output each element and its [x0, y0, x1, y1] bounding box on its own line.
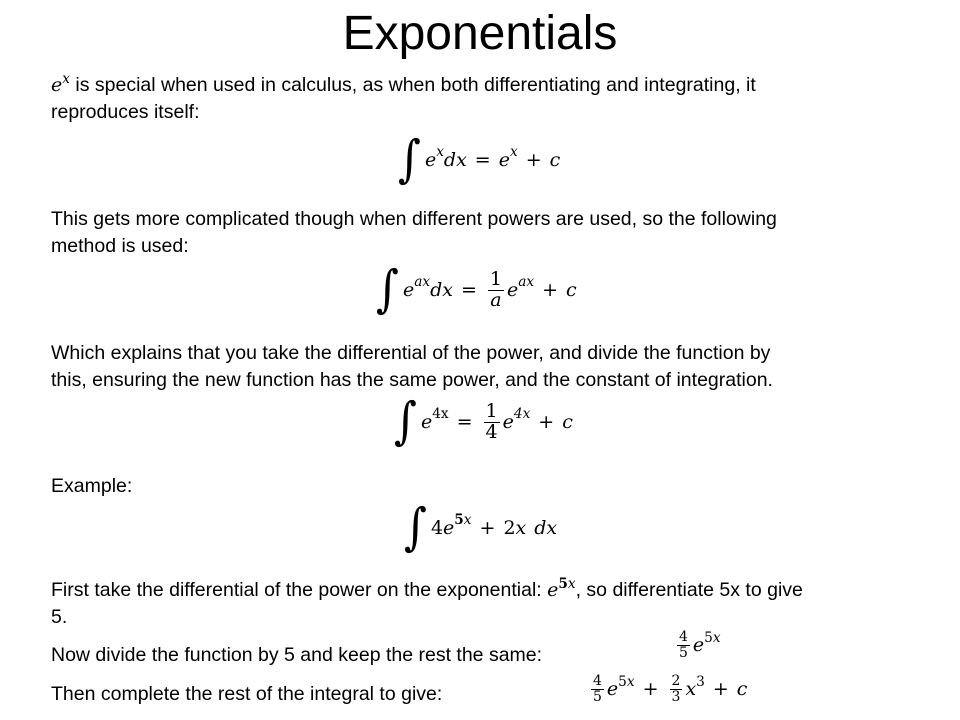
eq2-lhs-tail: dx — [430, 279, 453, 301]
eq3-lhs-base: e — [420, 411, 433, 433]
step-1-exp-num: 5 — [558, 576, 568, 593]
integral-sign: ∫ — [376, 260, 399, 319]
eq4-plus: + — [479, 517, 496, 539]
step-2-exp-var: x — [712, 629, 721, 646]
eq3-rhs-base: e — [502, 411, 514, 433]
eq1-plus: + — [525, 149, 542, 171]
method-paragraph — [51, 206, 931, 260]
equation-example-integral — [404, 498, 558, 557]
step-3-frac1-num: 4 — [593, 673, 602, 689]
step-3-exp-num: 5 — [618, 673, 627, 690]
eq3-constant: c — [562, 411, 573, 433]
explanation-text-2: this, ensuring the new function has the same power, and the constant of integration. — [51, 369, 773, 391]
eq2-equals: = — [460, 279, 477, 301]
step-1-exp-inline — [547, 576, 576, 601]
step-3-text: Then complete the rest of the integral to give: — [51, 683, 443, 705]
eq1-constant: c — [549, 149, 561, 171]
step-3-base: e — [606, 678, 619, 701]
eq3-equals: = — [456, 411, 473, 433]
eq4-exp-var: x — [463, 512, 472, 529]
step-2-exp-num: 5 — [704, 629, 713, 646]
step-3-frac2-num: 2 — [671, 673, 681, 689]
example-label: Example: — [51, 475, 133, 497]
eq4-term2-var: x — [515, 517, 527, 539]
intro-text-2: reproduces itself: — [51, 101, 200, 123]
intro-line-1 — [51, 72, 931, 99]
step-1-line-1 — [51, 577, 931, 604]
step-1-text-after: , so differentiate 5x to give — [575, 579, 803, 601]
method-text-1: This gets more complicated though when different powers are used, so the following — [51, 208, 777, 230]
eq4-exp-num: 5 — [454, 512, 464, 529]
step-3-fraction-2 — [670, 674, 683, 704]
step-3-result: $\frac{4}{5}$ e $^{5x}$ + $\frac{2}{3}$ x $^3$ + c — [593, 673, 748, 705]
intro-paragraph — [51, 72, 931, 126]
equation-integral-eax: ∫ e $^{ax}$ dx = $\frac{1}{a}$ e $^{ax}$ + c — [376, 260, 577, 319]
eq2-rhs-base: e — [506, 279, 519, 301]
eq3-lhs-exp-text: 4x — [432, 406, 449, 423]
explanation-text-1: Which explains that you take the differential of the power, and divide the function by — [51, 342, 771, 364]
eq3-frac-num: 1 — [485, 399, 498, 422]
step-2-expression — [674, 630, 721, 660]
eq3-fraction — [484, 399, 500, 443]
step-1-text: First take the differential of the power on the exponential: — [51, 579, 548, 601]
eq4-base: e — [443, 517, 455, 539]
step-3-var: x — [685, 678, 697, 701]
method-text-2: method is used: — [51, 235, 189, 257]
integral-sign: ∫ — [398, 130, 421, 189]
step-2-frac-num: 4 — [679, 629, 688, 645]
exp-base: e — [51, 74, 63, 96]
step-1-base: e — [547, 579, 559, 601]
step-3-plus-1: + — [642, 678, 659, 701]
eq2-fraction — [488, 267, 504, 311]
eq2-plus: + — [542, 279, 559, 301]
eq4-dx: dx — [534, 517, 558, 539]
step-1-paragraph — [51, 577, 931, 631]
step-1-text-2: 5. — [51, 606, 68, 628]
intro-text-1: is special when used in calculus, as when both differentiating and integrating, it — [69, 74, 756, 96]
eq2-frac-num: 1 — [489, 267, 502, 290]
eq4-coefficient: 4 — [430, 517, 444, 539]
eq3-plus: + — [538, 411, 555, 433]
step-3-exp-var: x — [626, 673, 635, 690]
step-2-fraction — [677, 630, 690, 660]
integral-sign: ∫ — [394, 392, 417, 451]
step-2-frac-den: 5 — [679, 644, 688, 661]
page-title: Exponentials — [342, 7, 618, 60]
step-3-plus-2: + — [712, 678, 729, 701]
equation-integral-ex: ∫ e $^x$ dx = e $^x$ + c — [398, 130, 561, 189]
step-3-frac2-den: 3 — [671, 688, 681, 705]
exp-power: x — [62, 71, 70, 88]
eq2-constant: c — [566, 279, 577, 301]
equation-integral-e4x: ∫ e $^{4x}$ = $\frac{1}{4}$ e $^{4x}$ + c — [394, 392, 573, 451]
explanation-paragraph — [51, 340, 931, 394]
eq1-rhs-base: e — [498, 149, 510, 171]
step-3-fraction-1 — [591, 674, 604, 704]
eq3-frac-den: 4 — [485, 420, 498, 443]
step-3-constant: c — [736, 678, 748, 701]
step-2-text: Now divide the function by 5 and keep the rest the same: — [51, 644, 543, 666]
integral-sign: ∫ — [404, 498, 427, 557]
eq2-frac-den: a — [490, 288, 502, 311]
step-2-base: e — [692, 634, 705, 657]
step-3-frac1-den: 5 — [593, 688, 602, 705]
eq1-lhs-base: e — [424, 149, 437, 171]
eq4-term2-coef: 2 — [503, 517, 516, 539]
e-x-inline — [51, 71, 70, 96]
eq1-equals: = — [474, 149, 491, 171]
step-1-exp-var: x — [567, 576, 576, 593]
eq1-lhs-tail: dx — [443, 149, 467, 171]
eq2-lhs-base: e — [402, 279, 415, 301]
